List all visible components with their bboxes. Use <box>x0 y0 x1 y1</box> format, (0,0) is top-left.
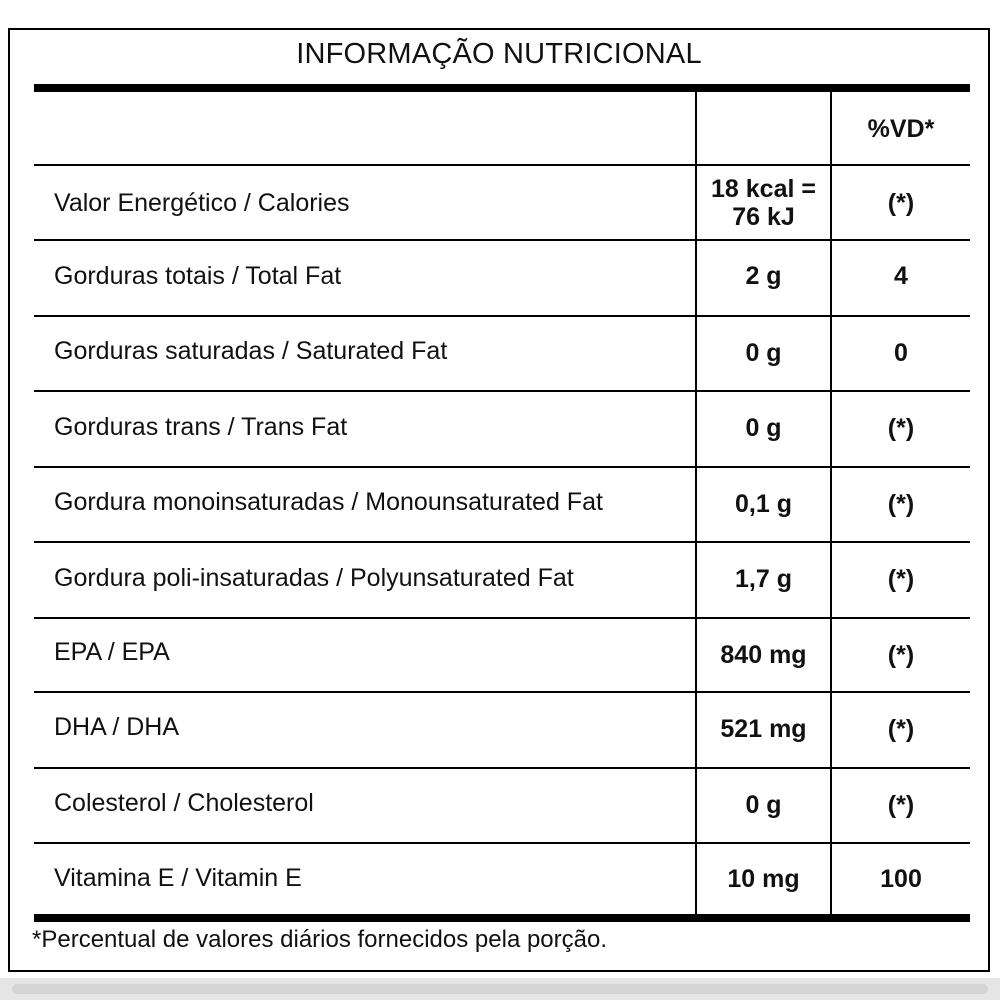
row-amount-dha: 521 mg <box>720 714 807 743</box>
row-label-polyunsaturated-fat: Gordura poli-insaturadas / Polyunsaturated Fat <box>54 563 574 592</box>
scrollbar-thumb[interactable] <box>12 984 988 994</box>
row-label-monounsaturated-fat: Gordura monoinsaturadas / Monounsaturated Fat <box>54 487 603 516</box>
row-label-trans-fat: Gorduras trans / Trans Fat <box>54 412 348 441</box>
row-label-calories: Valor Energético / Calories <box>54 188 350 217</box>
row-label-vitamin-e: Vitamina E / Vitamin E <box>54 863 302 892</box>
calories-kj: 76 kJ <box>732 203 795 231</box>
header-amount <box>697 92 830 166</box>
row-amount-trans-fat: 0 g <box>745 413 782 442</box>
footnote: *Percentual de valores diários fornecidos pela porção. <box>32 926 608 953</box>
row-amount-polyunsaturated-fat: 1,7 g <box>735 564 792 593</box>
row-vd-dha: (*) <box>887 714 915 743</box>
row-vd-total-fat: 4 <box>894 261 908 290</box>
row-amount-vitamin-e: 10 mg <box>727 864 800 893</box>
row-label-total-fat: Gorduras totais / Total Fat <box>54 261 342 290</box>
horizontal-scrollbar[interactable] <box>0 978 1000 1000</box>
row-amount-cholesterol: 0 g <box>745 790 782 819</box>
table-title: INFORMAÇÃO NUTRICIONAL <box>296 38 702 70</box>
row-vd-epa: (*) <box>887 640 915 669</box>
row-vd-monounsaturated-fat: (*) <box>887 489 915 518</box>
row-vd-saturated-fat: 0 <box>894 338 908 367</box>
row-vd-cholesterol: (*) <box>887 790 915 819</box>
row-amount-total-fat: 2 g <box>745 261 782 290</box>
row-amount-monounsaturated-fat: 0,1 g <box>735 489 792 518</box>
calories-kcal: 18 kcal = <box>711 175 816 203</box>
row-amount-saturated-fat: 0 g <box>745 338 782 367</box>
row-vd-trans-fat: (*) <box>887 413 915 442</box>
row-amount-calories <box>697 166 830 240</box>
row-label-dha: DHA / DHA <box>54 712 180 741</box>
row-vd-polyunsaturated-fat: (*) <box>887 564 915 593</box>
row-vd-calories: (*) <box>887 188 915 217</box>
nutrition-facts-table <box>8 28 990 972</box>
row-vd-vitamin-e: 100 <box>880 864 922 893</box>
row-label-cholesterol: Colesterol / Cholesterol <box>54 788 314 817</box>
row-amount-epa: 840 mg <box>720 640 807 669</box>
row-label-saturated-fat: Gorduras saturadas / Saturated Fat <box>54 336 448 365</box>
header-vd: %VD* <box>867 114 935 143</box>
row-label-epa: EPA / EPA <box>54 637 170 666</box>
